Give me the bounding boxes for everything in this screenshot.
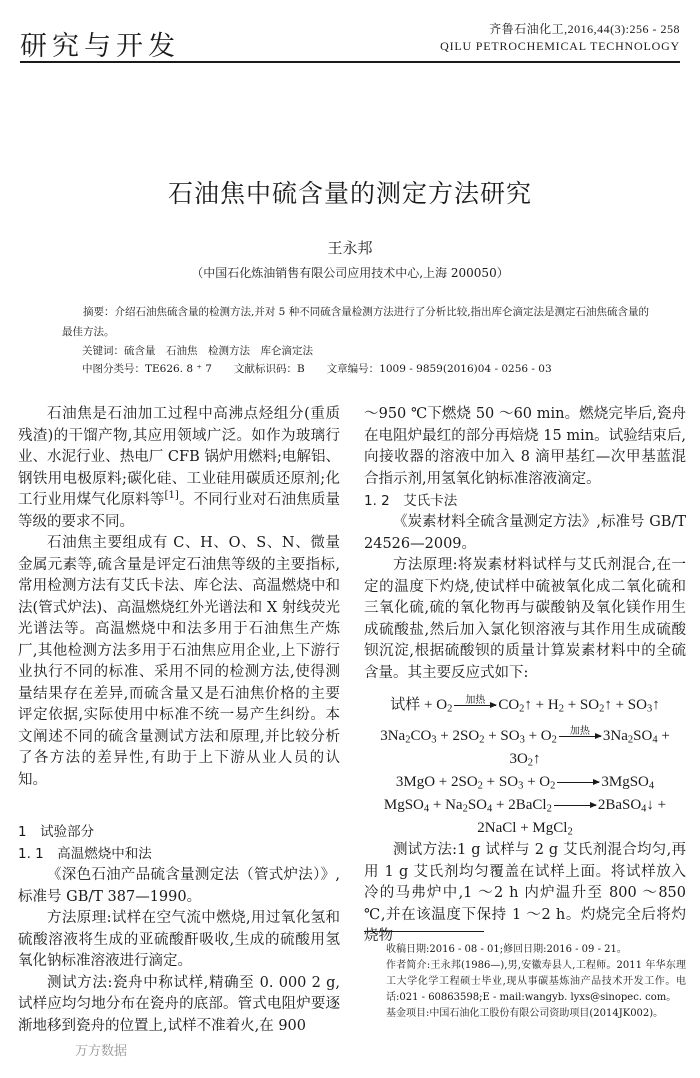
reaction-arrow [554,805,596,806]
journal-name-en: QILU PETROCHEMICAL TECHNOLOGY [440,39,680,53]
footnote-funding: 基金项目:中国石油化工股份有限公司资助项目(2014JK002)。 [386,1008,664,1019]
equation-4-cont: 2NaCl + MgCl$_2$ [477,820,573,838]
keywords-text: 硫含量 石油焦 检测方法 库仑滴定法 [124,345,313,357]
author-affiliation: （中国石化炼油销售有限公司应用技术中心,上海 200050） [191,266,509,280]
abstract-label: 摘要： [83,306,115,318]
equation-3: $3MgO + 2SO_2 + SO_3 + O_2$ 3MgSO$_4$ [395,774,655,792]
heat-arrow: 加热 [559,736,601,737]
classification-line [82,361,642,376]
paragraph-principle: 方法原理:试样在空气流中燃烧,用过氧化氢和硫酸溶液将生成的亚硫酸酐吸收,生成的硫酸用氢氧化钠标准溶液进行滴定。 [18,910,340,969]
keywords [82,341,642,361]
paragraph-principle-2: 方法原理:将炭素材料试样与艾氏剂混合,在一定的温度下灼烧,使试样中硫被氧化成二氧化硫和三氧化硫,硫的氧化物再与碳酸钠及氧化镁作用生成硫酸盐,然后加入氯化钡溶液与其作用生成硫酸钡沉淀,根据硫酸钡的质量计算炭素材料中的全硫含量。其主要反应式如下: [364,557,686,681]
footnote [386,942,686,1022]
header-rule [20,61,680,63]
keywords-label: 关键词： [82,345,124,357]
paragraph-standard-2: 《炭素材料全硫含量测定方法》,标准号 GB/T 24526—2009。 [364,514,686,552]
paragraph-test-method: 测试方法:瓷舟中称试样,精确至 0. 000 2 g,试样应均匀地分布在瓷舟的底部。管式电阻炉要逐渐地移到瓷舟的位置上,试样不准着火,在 900 [18,974,340,1034]
equation-1: 试样 + $O_2$ 加热 $CO_2↑ + H_2$ + $SO_2↑$ + $SO_3↑$ [390,695,660,715]
clc: 中图分类号：TE626. 8 ⁺ 7 [82,363,212,375]
section-label: 研究与开发 [20,31,180,62]
subsection-heading-1-1: 1. 1 高温燃烧中和法 [18,846,152,862]
abstract [62,302,650,342]
paragraph-continued: ～950 ℃下燃烧 50 ～60 min。燃烧完毕后,瓷舟在电阻炉最红的部分再焙烧 15 min。试验结束后,向接收器的溶液中加入 8 滴甲基红—次甲基蓝混合指示剂,用氢氧化钠标准溶液滴定。 [364,406,686,487]
footnote-author-bio: 作者简介:王永邦(1986—),男,安徽寿县人,工程师。2011 年华东理工大学化学工程硕士毕业,现从事碳基炼油产品技术开发工作。电话:021 - 60863598;E - mail:wangyb. lyxs@sinopec. com。 [386,960,686,1003]
body-column-right [364,404,686,948]
author-name: 王永邦 [327,239,373,257]
paragraph-intro: 石油焦是石油加工过程中高沸点烃组分(重质残渣)的干馏产物,其应用领域广泛。如作为玻璃行业、水泥行业、热电厂 CFB 锅炉用燃料;电解铝、钢铁用电极原料;碳化硅、工业硅用碳质还原剂;化工行业用煤气化原料等[1]。不同行业对石油焦质量等级的要求不同。 [18,406,341,530]
equation-2: $3Na_2CO_3 + 2SO_2 + SO_3 + O_2$ 加热 $3Na_2SO_4$ + $3O_2↑$ [380,726,670,769]
section-heading-1: 1 试验部分 [18,824,95,840]
doc-code: 文献标识码：B [233,363,305,375]
journal-citation: 齐鲁石油化工,2016,44(3):256 - 258 [489,22,680,36]
watermark: 万方数据 [75,1044,128,1059]
footnote-dates: 收稿日期:2016 - 08 - 01;修回日期:2016 - 09 - 21。 [386,944,627,955]
body-column-left [18,404,340,1037]
reaction-arrow [557,782,599,783]
equation-4: MgSO$_4$ + $Na_2SO_4$ + 2BaCl$_2$ 2BaSO$_4$↓ + [383,797,667,815]
article-title: 石油焦中硫含量的测定方法研究 [167,179,532,208]
citation-ref: [1] [164,490,179,502]
article-number: 文章编号：1009 - 9859(2016)04 - 0256 - 03 [326,363,552,375]
heat-arrow: 加热 [454,705,496,706]
abstract-text: 介绍石油焦硫含量的检测方法,并对 5 种不同硫含量检测方法进行了分析比较,指出库仑滴定法是测定石油焦硫含量的最佳方法。 [62,306,650,338]
paragraph-standard: 《深色石油产品硫含量测定法（管式炉法）》,标准号 GB/T 387—1990。 [18,867,340,905]
footnote-rule [364,931,484,932]
paragraph-test-method-2: 测试方法:1 g 试样与 2 g 艾氏剂混合均匀,再用 1 g 艾氏剂均匀覆盖在试样上面。将试样放入冷的马弗炉中,1 ～2 h 内炉温升至 800 ～850 ℃,并在该温度下保持 1 ～2 h。灼烧完全后将灼烧物 [364,842,686,944]
paragraph-methods-overview: 石油焦主要组成有 C、H、O、S、N、微量金属元素等,硫含量是评定石油焦等级的主要指标,常用检测方法有艾氏卡法、库仑法、高温燃烧中和法(管式炉法)、高温燃烧红外光谱法和 X 射线荧光光谱法等。高温燃烧中和法多用于石油焦生产炼厂,其他检测方法多用于石油焦应用企业,上下游行业执行不同的标准、采用不同的检测方法,使得测量结果存在差异,而硫含量又是石油焦价格的主要评定依据,实际使用中标准不统一易产生纠纷。本文阐述不同的硫含量测试方法和原理,并比较分析了各方法的差异性,有助于上下游从业人员的认知。 [18,535,340,788]
subsection-heading-1-2: 1. 2 艾氏卡法 [364,493,458,509]
